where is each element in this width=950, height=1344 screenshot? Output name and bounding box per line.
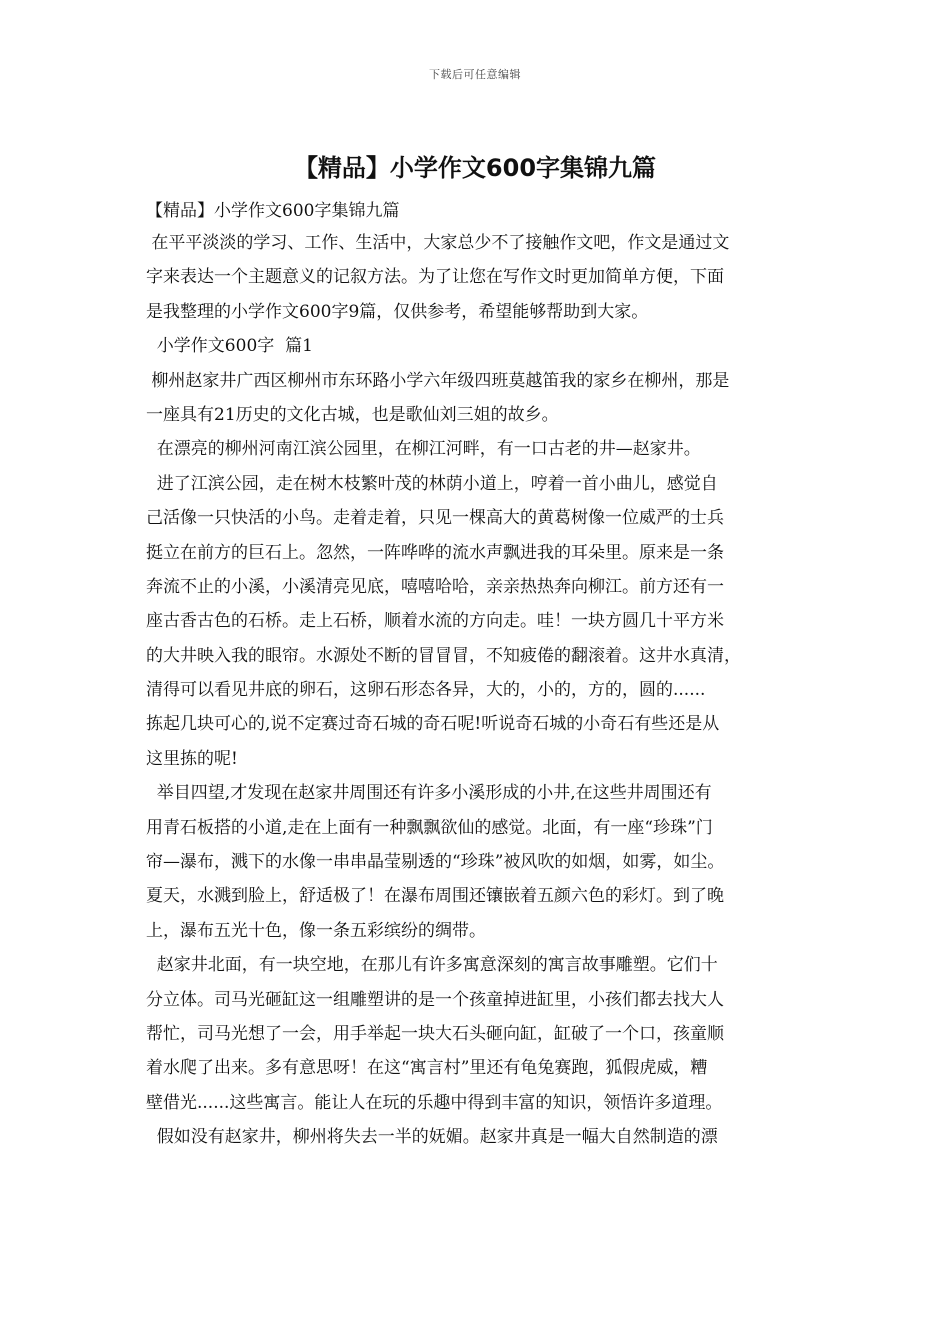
text-line: 这里拣的呢! [146, 748, 238, 769]
text-line: 奔流不止的小溪，小溪清亮见底，嘻嘻哈哈，亲亲热热奔向柳江。前方还有一 [146, 576, 724, 597]
text-line: 夏天，水溅到脸上，舒适极了！在瀑布周围还镶嵌着五颜六色的彩灯。到了晚 [146, 886, 724, 907]
text-line: 上，瀑布五光十色，像一条五彩缤纷的绸带。 [146, 920, 486, 941]
text-line: 一座具有21历史的文化古城，也是歌仙刘三姐的故乡。 [146, 404, 559, 425]
document-subtitle: 【精品】小学作文600字集锦九篇 [146, 201, 400, 221]
text-line: 着水爬了出来。多有意思呀！在这“寓言村”里还有龟兔赛跑，狐假虎威，糟 [146, 1058, 708, 1079]
text-line: 己活像一只快活的小鸟。走着走着，只见一棵高大的黄葛树像一位威严的士兵 [146, 508, 724, 529]
text-line: 用青石板搭的小道,走在上面有一种飘飘欲仙的感觉。北面，有一座“珍珠”门 [146, 817, 713, 838]
text-line: 挺立在前方的巨石上。忽然，一阵哗哗的流水声飘进我的耳朵里。原来是一条 [146, 542, 724, 563]
text-line: 拣起几块可心的,说不定赛过奇石城的奇石呢!听说奇石城的小奇石有些还是从 [146, 714, 720, 735]
text-line: 座古香古色的石桥。走上石桥，顺着水流的方向走。哇！一块方圆几十平方米 [146, 611, 724, 632]
text-line: 帮忙，司马光想了一会，用手举起一块大石头砸向缸，缸破了一个口，孩童顺 [146, 1023, 724, 1044]
text-line: 小学作文600字 篇1 [146, 336, 313, 357]
text-line: 进了江滨公园，走在树木枝繁叶茂的林荫小道上，哼着一首小曲儿，感觉自 [146, 473, 718, 494]
header-note: 下载后可任意编辑 [429, 68, 521, 81]
text-line: 在漂亮的柳州河南江滨公园里，在柳江河畔，有一口古老的井—赵家井。 [146, 439, 701, 460]
document-title: 【精品】小学作文600字集锦九篇 [293, 154, 657, 182]
text-line: 赵家井北面，有一块空地，在那儿有许多寓意深刻的寓言故事雕塑。它们十 [146, 955, 718, 976]
text-line: 举目四望,才发现在赵家井周围还有许多小溪形成的小井,在这些井周围还有 [146, 783, 712, 804]
text-line: 的大井映入我的眼帘。水源处不断的冒冒冒，不知疲倦的翻滚着。这井水真清， [146, 645, 741, 666]
text-line: 壁借光......这些寓言。能让人在玩的乐趣中得到丰富的知识，领悟许多道理。 [146, 1092, 723, 1113]
text-line: 是我整理的小学作文600字9篇，仅供参考，希望能够帮助到大家。 [146, 301, 649, 322]
document-body [146, 196, 820, 1155]
text-line: 清得可以看见井底的卵石，这卵石形态各异，大的，小的，方的，圆的...... [146, 680, 706, 701]
text-line: 柳州赵家井广西区柳州市东环路小学六年级四班莫越笛我的家乡在柳州，那是 [146, 370, 730, 391]
text-line: 假如没有赵家井，柳州将失去一半的妩媚。赵家井真是一幅大自然制造的漂 [146, 1127, 718, 1148]
text-line: 帘—瀑布，溅下的水像一串串晶莹剔透的“珍珠”被风吹的如烟，如雾，如尘。 [146, 852, 725, 873]
text-line: 在平平淡淡的学习、工作、生活中，大家总少不了接触作文吧，作文是通过文 [146, 233, 730, 253]
text-line: 分立体。司马光砸缸这一组雕塑讲的是一个孩童掉进缸里，小孩们都去找大人 [146, 989, 724, 1010]
text-line: 字来表达一个主题意义的记叙方法。为了让您在写作文时更加简单方便，下面 [146, 267, 724, 288]
